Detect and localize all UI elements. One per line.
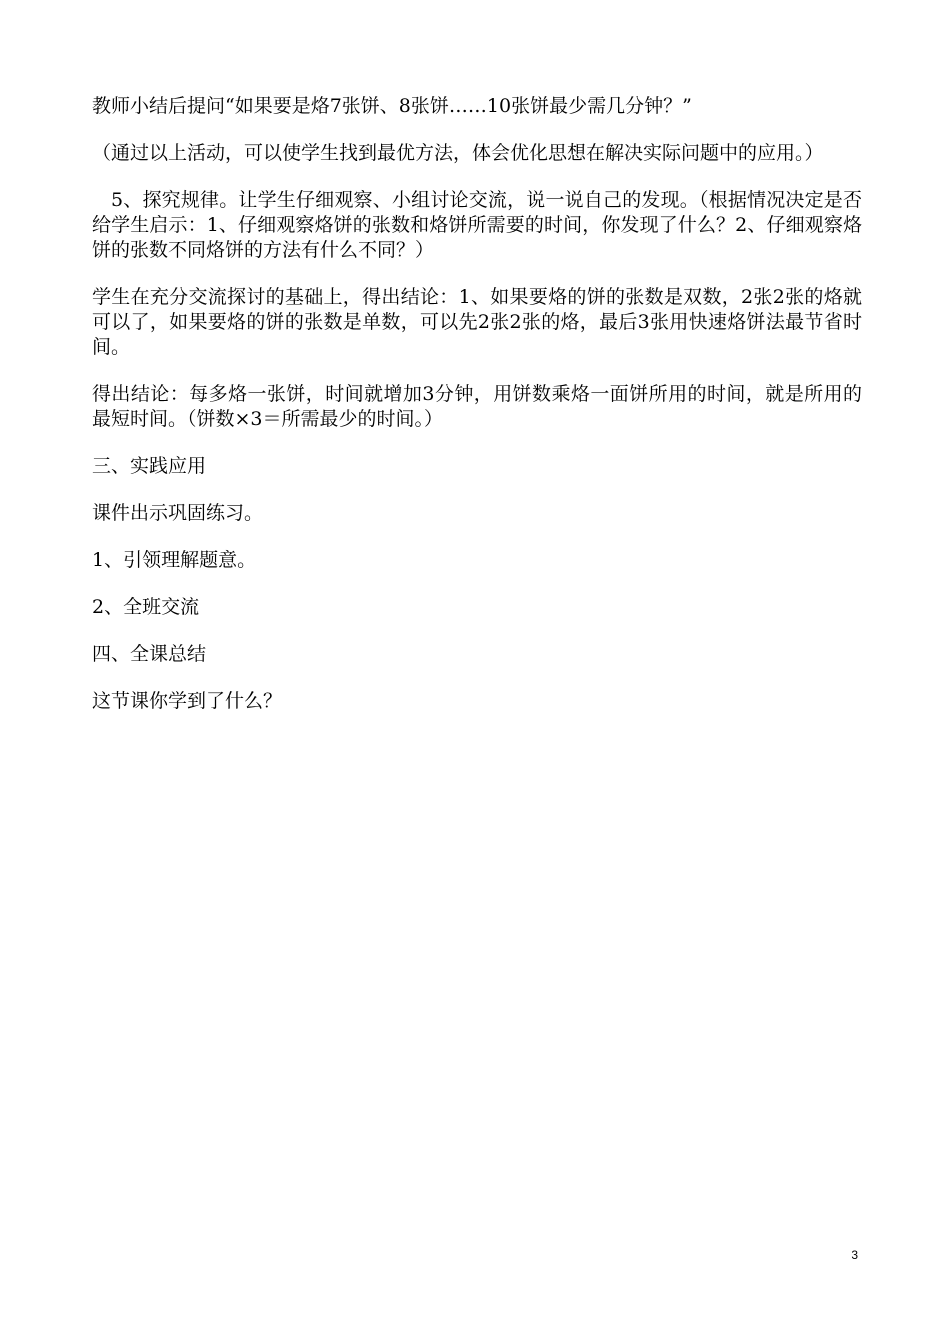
paragraph-activity-note: （通过以上活动，可以使学生找到最优方法，体会优化思想在解决实际问题中的应用。） bbox=[92, 142, 824, 164]
document-body bbox=[92, 94, 862, 736]
paragraph-student-conclusion: 学生在充分交流探讨的基础上，得出结论：1、如果要烙的饼的张数是双数，2张2张的烙就可以了，如果要烙的饼的张数是单数，可以先2张2张的烙，最后3张用快速烙饼法最节省时间。 bbox=[92, 286, 862, 358]
paragraph-exercise: 课件出示巩固练习。 bbox=[92, 502, 264, 524]
paragraph-final-question: 这节课你学到了什么？ bbox=[92, 690, 283, 712]
page-number: 3 bbox=[851, 1248, 858, 1262]
paragraph-explore-pattern: 5、探究规律。让学生仔细观察、小组讨论交流，说一说自己的发现。（根据情况决定是否给学生启示：1、仔细观察烙饼的张数和烙饼所需要的时间，你发现了什么？2、仔细观察烙饼的张数不同烙饼的方法有什么不同？） bbox=[92, 189, 862, 261]
section-heading-practice: 三、实践应用 bbox=[92, 455, 207, 477]
list-item-discussion: 2、全班交流 bbox=[92, 596, 200, 618]
list-item-understand: 1、引领理解题意。 bbox=[92, 549, 257, 571]
section-heading-summary: 四、全课总结 bbox=[92, 643, 207, 665]
paragraph-teacher-question: 教师小结后提问“如果要是烙7张饼、8张饼……10张饼最少需几分钟？” bbox=[92, 95, 692, 117]
paragraph-conclusion-formula: 得出结论：每多烙一张饼，时间就增加3分钟，用饼数乘烙一面饼所用的时间，就是所用的最短时间。（饼数×3＝所需最少的时间。） bbox=[92, 383, 862, 430]
